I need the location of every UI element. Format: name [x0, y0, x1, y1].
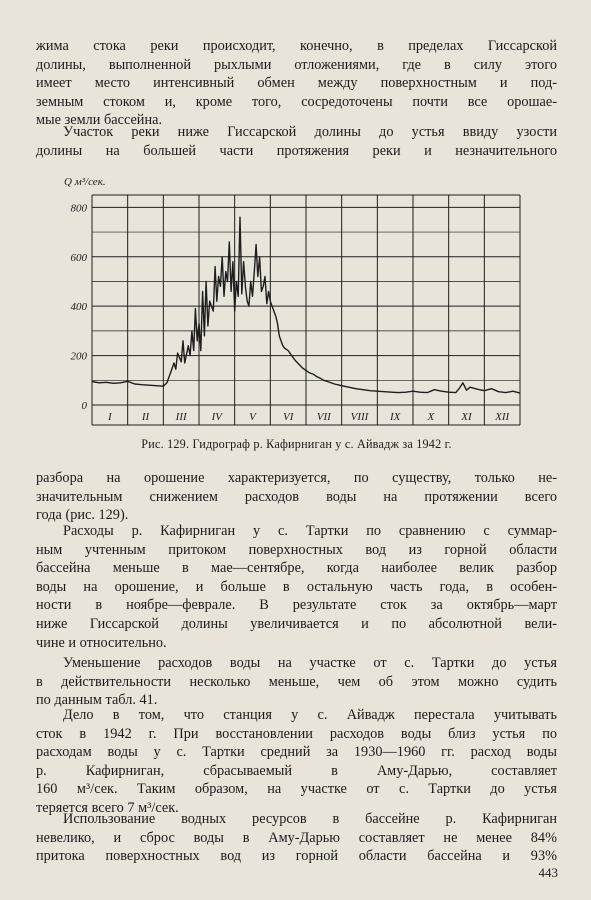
paragraph-4	[36, 522, 557, 652]
paragraph-5	[36, 654, 557, 710]
x-tick-label: II	[141, 411, 150, 423]
text-line: сток в 1942 г. При восстановлении расходов воды близ устья по	[36, 725, 557, 742]
text-line: чине и относительно.	[36, 634, 167, 651]
x-tick-label: III	[175, 411, 187, 423]
paragraph-6	[36, 706, 557, 818]
text-line: притока поверхностных вод из горной области бассейна и 93%	[36, 848, 557, 865]
page-number: 443	[538, 865, 558, 880]
paragraph-2	[36, 123, 557, 160]
x-tick-label: VI	[282, 411, 294, 423]
x-tick-label: VII	[316, 411, 331, 423]
y-tick-label: 400	[70, 301, 87, 314]
paragraph-7	[36, 810, 557, 866]
text-line: мые земли бассейна.	[36, 112, 163, 129]
text-line: ниже Гиссарской долины увеличивается и по абсолютной вели-	[36, 615, 557, 632]
text-line: воды на орошение, и больше в остальную часть года, в особен-	[36, 578, 557, 595]
x-tick-label: IV	[211, 411, 223, 423]
chart-grid	[92, 195, 520, 425]
text-line: Участок реки ниже Гиссарской долины до устья ввиду узости	[63, 124, 557, 140]
text-line: разбора на орошение характеризуется, по существу, только не-	[36, 470, 557, 486]
y-tick-label: 0	[81, 400, 87, 412]
x-tick-label: IX	[389, 411, 401, 423]
x-tick-label: VIII	[350, 411, 369, 423]
x-tick-label: XI	[461, 411, 472, 423]
x-tick-label: X	[427, 411, 435, 423]
text-line: Уменьшение расходов воды на участке от с. Тартки до устья	[63, 655, 557, 671]
text-line: Использование водных ресурсов в бассейне р. Кафирниган	[63, 811, 557, 827]
y-tick-label: 600	[70, 251, 87, 264]
text-line: ности в ноябре—феврале. В результате сток за октябрь—март	[36, 597, 557, 614]
text-line: Расходы р. Кафирниган у с. Тартки по сравнению с суммар-	[63, 523, 557, 539]
text-line: в действительности несколько меньше, чем об этом можно судить	[36, 673, 557, 690]
text-line: 160 м³/сек. Таким образом, на участке от с. Тартки до устья	[36, 781, 557, 798]
x-tick-labels	[107, 411, 511, 423]
y-tick-label: 200	[70, 350, 87, 363]
text-line: по данным табл. 41.	[36, 692, 158, 709]
x-tick-label: V	[249, 411, 256, 423]
text-line: Дело в том, что станция у с. Айвадж перестала учитывать	[63, 707, 557, 723]
y-tick-labels	[71, 202, 88, 412]
hydrograph-chart	[60, 173, 538, 435]
paragraph-1	[36, 37, 557, 130]
figure-caption: Рис. 129. Гидрограф р. Кафирниган у с. Айвадж за 1942 г.	[141, 437, 452, 451]
x-tick-label: I	[107, 411, 112, 423]
text-line: долины на большей части протяжения реки и незначительного	[36, 142, 557, 159]
text-line: расходам воды у с. Тартки средний за 1930—1960 гг. расход воды	[36, 744, 557, 761]
text-line: бассейна меньше в мае—сентябре, когда наиболее велик разбор	[36, 560, 557, 577]
text-line: ным учтенным притоком поверхностных вод из горной области	[36, 541, 557, 558]
text-line: жима стока реки происходит, конечно, в пределах Гиссарской	[36, 38, 557, 54]
text-line: земным стоком и, кроме того, сосредоточены почти все орошае-	[36, 93, 557, 110]
text-line: невелико, и сброс воды в Аму-Дарью составляет не менее 84%	[36, 829, 557, 846]
text-line: теряется всего 7 м³/сек.	[36, 799, 179, 816]
text-line: года (рис. 129).	[36, 507, 129, 524]
text-line: р. Кафирниган, сбрасываемый в Аму-Дарью, составляет	[36, 762, 557, 779]
text-line: значительным снижением расходов воды на протяжении всего	[36, 488, 557, 505]
paragraph-3	[36, 469, 557, 525]
x-tick-label: XII	[495, 411, 510, 423]
y-axis-label: Q м³/сек.	[64, 176, 106, 188]
y-tick-label: 800	[70, 202, 87, 215]
text-line: долины, выполненной рыхлыми отложениями, где в силу этого	[36, 56, 557, 73]
text-line: имеет место интенсивный обмен между поверхностным и под-	[36, 75, 557, 92]
